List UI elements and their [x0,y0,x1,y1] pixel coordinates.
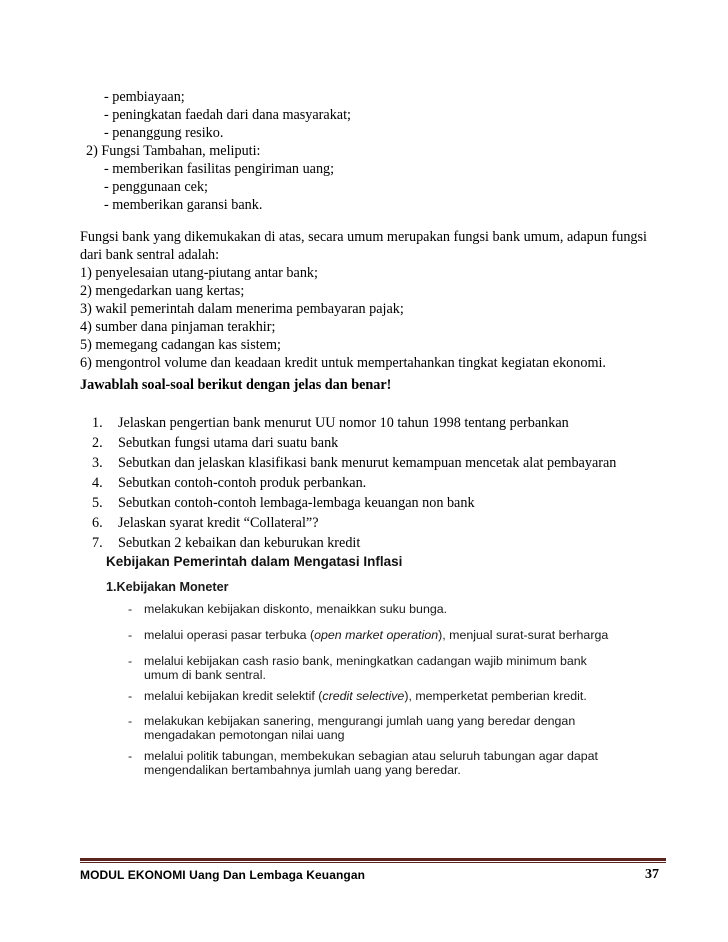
footer-rule [80,862,666,863]
figure-title: Kebijakan Pemerintah dalam Mengatasi Inflasi [106,554,403,569]
list-item: 2) mengedarkan uang kertas; [80,283,245,299]
question-number: 5. [92,495,103,511]
list-item: - memberikan garansi bank. [104,197,263,213]
question-text: Jelaskan pengertian bank menurut UU nomor 10 tahun 1998 tentang perbankan [118,415,569,431]
list-item: 5) memegang cadangan kas sistem; [80,337,281,353]
question-text: Sebutkan contoh-contoh lembaga-lembaga keuangan non bank [118,495,475,511]
bullet-text: umum di bank sentral. [144,668,266,682]
paragraph-line: Fungsi bank yang dikemukakan di atas, secara umum merupakan fungsi bank umum, adapun fungsi [80,229,647,245]
figure-subtitle: 1.Kebijakan Moneter [106,580,229,594]
question-number: 6. [92,515,103,531]
question-number: 3. [92,455,103,471]
exercise-heading: Jawablah soal-soal berikut dengan jelas dan benar! [80,377,392,393]
question-number: 1. [92,415,103,431]
question-number: 4. [92,475,103,491]
question-text: Sebutkan contoh-contoh produk perbankan. [118,475,367,491]
question-text: Jelaskan syarat kredit “Collateral”? [118,515,319,531]
bullet-dash: - [128,602,133,616]
bullet-dash: - [128,628,133,642]
bullet-text: mengadakan pemotongan nilai uang [144,728,345,742]
list-item: 6) mengontrol volume dan keadaan kredit untuk mempertahankan tingkat kegiatan ekonomi. [80,355,606,371]
bullet-dash: - [128,654,133,668]
question-text: Sebutkan 2 kebaikan dan keburukan kredit [118,535,361,551]
question-text: Sebutkan dan jelaskan klasifikasi bank menurut kemampuan mencetak alat pembayaran [118,455,617,471]
question-text: Sebutkan fungsi utama dari suatu bank [118,435,339,451]
question-number: 2. [92,435,103,451]
list-item: - penggunaan cek; [104,179,208,195]
list-item: 3) wakil pemerintah dalam menerima pembayaran pajak; [80,301,404,317]
bullet-text: mengendalikan bertambahnya jumlah uang yang beredar. [144,763,461,777]
inflation-policy-figure [96,552,656,782]
bullet-text: melalui kebijakan kredit selektif (credit selective), memperketat pemberian kredit. [144,689,587,703]
bullet-text: melalui operasi pasar terbuka (open market operation), menjual surat-surat berharga [144,628,609,642]
list-item: 4) sumber dana pinjaman terakhir; [80,319,276,335]
bullet-dash: - [128,749,133,763]
footer-rule [80,858,666,861]
page-number: 37 [645,867,659,882]
bullet-dash: - [128,714,133,728]
bullet-text: melakukan kebijakan diskonto, menaikkan suku bunga. [144,602,448,616]
list-item: - peningkatan faedah dari dana masyarakat; [104,107,351,123]
question-number: 7. [92,535,103,551]
footer-title: MODUL EKONOMI Uang Dan Lembaga Keuangan [80,868,366,882]
list-item: - pembiayaan; [104,89,185,105]
bullet-text: melalui politik tabungan, membekukan sebagian atau seluruh tabungan agar dapat [144,749,598,763]
list-item: - memberikan fasilitas pengiriman uang; [104,161,335,177]
bullet-text: melakukan kebijakan sanering, mengurangi jumlah uang yang beredar dengan [144,714,576,728]
bullet-dash: - [128,689,133,703]
bullet-text: melalui kebijakan cash rasio bank, meningkatkan cadangan wajib minimum bank [144,654,587,668]
list-item: - penanggung resiko. [104,125,224,141]
list-item: 1) penyelesaian utang-piutang antar bank; [80,265,318,281]
paragraph-line: dari bank sentral adalah: [80,247,220,263]
section-heading: 2) Fungsi Tambahan, meliputi: [86,143,261,159]
